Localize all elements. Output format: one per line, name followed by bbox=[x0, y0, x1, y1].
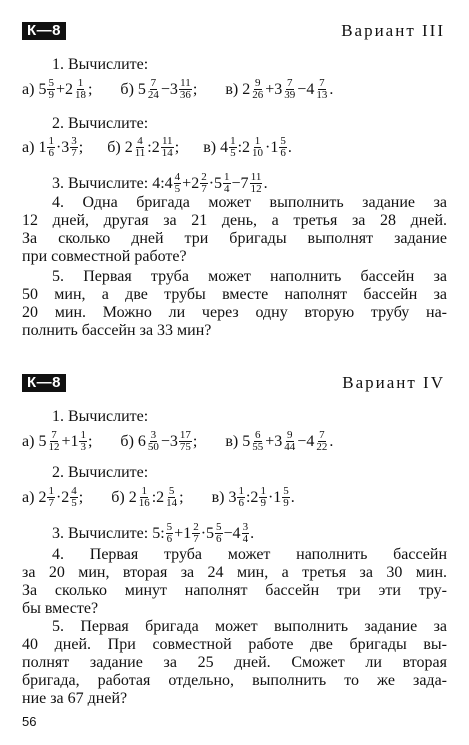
task-4-line: 4. Первая труба может наполнить бассейн bbox=[52, 546, 447, 563]
task-5-line: 20 мин. Можно ли через одну вторую трубу на- bbox=[22, 304, 447, 321]
task-4-line: за 20 мин, вторая за 24 мин, а третья за 30 мин. bbox=[22, 564, 447, 581]
task-2-heading: 2. Вычислите: bbox=[52, 115, 149, 132]
task-3: 3. Вычислите: 4:4 4 5 +2 2 7 ·5 1 4 −7 11 12 . bbox=[52, 171, 268, 195]
expr-a: а) 5 5 9 +2 1 18 ; bbox=[22, 77, 93, 101]
task-2-heading: 2. Вычислите: bbox=[52, 464, 149, 481]
expr-a: а) 2 1 7 ·2 4 5 ; bbox=[22, 485, 84, 509]
task-5-line: бригада, работая отдельно, выполнить то же зада- bbox=[22, 672, 447, 689]
expr-c: в) 3 1 6 :2 1 9 ·1 5 9 . bbox=[211, 485, 295, 509]
task-1-expressions bbox=[22, 78, 447, 101]
task-1-heading: 1. Вычислите: bbox=[52, 408, 149, 425]
task-1-heading: 1. Вычислите: bbox=[52, 56, 149, 73]
variant-4-header bbox=[0, 368, 469, 404]
task-3: 3. Вычислите: 5: 5 6 +1 2 7 ·5 5 6 −4 3 4 . bbox=[52, 521, 255, 545]
task-5-line: полнят задание за 25 дней. Сможет ли вторая bbox=[22, 654, 447, 671]
task-5-line: 50 мин, а две трубы вместе наполнят бассейн за bbox=[22, 286, 447, 303]
task-4-line: 4. Одна бригада может выполнить задание за bbox=[52, 194, 447, 211]
expr-b: б) 2 4 11 :2 11 14 ; bbox=[107, 135, 180, 159]
variant-title: Вариант IV bbox=[342, 373, 445, 392]
expr-a: а) 1 1 6 ·3 3 7 ; bbox=[22, 135, 84, 159]
task-5-line: 5. Первая бригада может выполнить задание за bbox=[52, 618, 447, 635]
task-5-line: 40 дней. При совместной работе две бригады вы- bbox=[22, 636, 447, 653]
task-5-line: ние за 67 дней? bbox=[22, 690, 128, 707]
task-4-line: За сколько минут наполнят бассейн три эти тру- bbox=[22, 582, 447, 599]
page-number: 56 bbox=[22, 714, 37, 729]
task-4-line: За сколько дней три бригады выполнят задание bbox=[22, 230, 447, 247]
expr-c: в) 5 6 55 +3 9 44 −4 7 22 . bbox=[225, 429, 334, 453]
variant-title: Вариант III bbox=[341, 21, 445, 40]
expr-c: в) 4 1 5 :2 1 10 ·1 5 6 . bbox=[203, 135, 292, 159]
task-1-expressions bbox=[22, 430, 447, 453]
task-4-line: 12 дней, другая за 21 день, а третья за 28 дней. bbox=[22, 212, 447, 229]
task-5-line: полнить бассейн за 33 мин? bbox=[22, 322, 212, 339]
expr-b: б) 6 3 50 −3 17 75 ; bbox=[120, 429, 198, 453]
expr-c: в) 2 9 26 +3 7 39 −4 7 13 . bbox=[225, 77, 334, 101]
variant-3-section bbox=[0, 0, 469, 339]
expr-a: а) 5 7 12 +1 1 3 ; bbox=[22, 429, 93, 453]
test-badge: К—8 bbox=[22, 22, 66, 40]
task-4-line: при совместной работе? bbox=[22, 248, 187, 265]
task-2-expressions bbox=[22, 486, 447, 509]
expr-b: б) 2 1 16 :2 5 14 ; bbox=[111, 485, 184, 509]
task-2-expressions bbox=[22, 136, 447, 159]
test-badge: К—8 bbox=[22, 374, 66, 392]
task-5-line: 5. Первая труба может наполнить бассейн за bbox=[52, 268, 447, 285]
task-4-line: бы вместе? bbox=[22, 600, 99, 617]
variant-4-section bbox=[0, 368, 469, 707]
expr-b: б) 5 7 24 −3 11 36 ; bbox=[120, 77, 198, 101]
variant-3-header bbox=[0, 0, 469, 40]
